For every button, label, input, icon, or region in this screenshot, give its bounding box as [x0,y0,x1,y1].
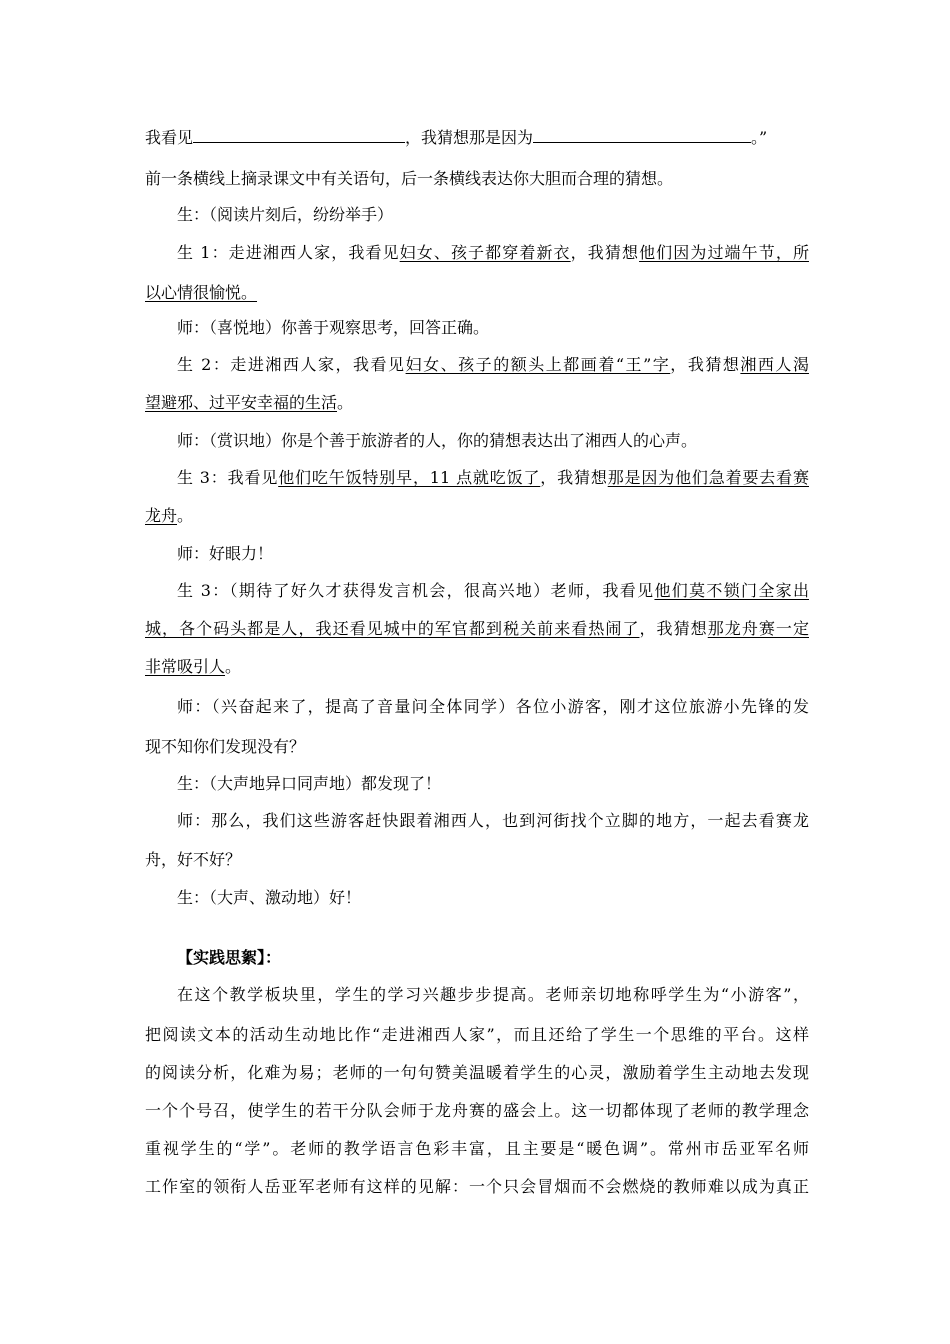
dialogue-continuation [145,505,809,527]
section-heading: 【实践思絮】： [177,948,282,967]
underlined-guess: 他们因为过端午节，所 [639,243,809,262]
underlined-quote: 城，各个码头都是人，我还看见城中的军官都到税关前来看热闹了 [145,619,640,638]
dialogue-line [177,242,809,264]
dialogue-continuation: 舟，好不好？ [145,850,242,869]
text-segment: ，我猜想 [639,619,708,638]
text-segment: ，我猜想那是因为 [405,128,534,147]
paragraph-line: 重视学生的“学”。老师的教学语言色彩丰富，且主要是“暖色调”。常州市岳亚军名师 [145,1139,809,1158]
text-segment: 生 1：走进湘西人家，我看见 [177,243,400,262]
answer-blank-1 [193,126,405,143]
dialogue-line: 生：（大声、激动地）好！ [177,888,362,907]
fill-in-prompt-line [145,126,809,148]
dialogue-line [177,354,809,376]
underlined-guess: 非常吸引人 [145,657,226,676]
paragraph-line: 把阅读文本的活动生动地比作“走进湘西人家”，而且还给了学生一个思维的平台。这样 [145,1025,809,1044]
underlined-guess: 那是因为他们急着要去看赛 [607,468,809,487]
text-segment: 。 [177,506,194,525]
underlined-guess: 那龙舟赛一定 [707,619,809,638]
instruction-line: 前一条横线上摘录课文中有关语句，后一条横线表达你大胆而合理的猜想。 [145,169,674,188]
dialogue-line: 师：（赏识地）你是个善于旅游者的人，你的猜想表达出了湘西人的心声。 [177,431,698,450]
dialogue-continuation [145,618,809,640]
text-segment: ，我猜想 [540,468,608,487]
paragraph-line: 在这个教学板块里，学生的学习兴趣步步提高。老师亲切地称呼学生为“小游客”， [177,985,809,1004]
paragraph-line: 的阅读分析，化难为易；老师的一句句赞美温暖着学生的心灵，激励着学生主动地去发现 [145,1063,809,1082]
dialogue-continuation [145,656,809,678]
text-segment: 。” [751,128,768,147]
underlined-guess: 以心情很愉悦。 [145,283,258,302]
dialogue-line: 师：（兴奋起来了，提高了音量问全体同学）各位小游客，刚才这位旅游小先锋的发 [177,697,809,716]
dialogue-continuation [145,282,809,304]
answer-blank-2 [533,126,751,143]
paragraph-line: 工作室的领衔人岳亚军老师有这样的见解：一个只会冒烟而不会燃烧的教师难以成为真正 [145,1177,809,1196]
text-segment: 我看见 [145,128,194,147]
dialogue-continuation [145,392,809,414]
underlined-guess: 望避邪、过平安幸福的生活 [145,393,338,412]
underlined-guess: 龙舟 [145,506,178,525]
text-segment: 生 3：（期待了好久才获得发言机会，很高兴地）老师，我看见 [177,581,655,600]
dialogue-continuation: 现不知你们发现没有？ [145,737,306,756]
underlined-quote: 妇女、孩子都穿着新衣 [399,243,571,262]
text-segment: ，我猜想 [570,243,640,262]
underlined-quote: 他们莫不锁门全家出 [654,581,809,600]
underlined-guess: 湘西人渴 [740,355,809,374]
text-segment: 生 3：我看见 [177,468,279,487]
paragraph-line: 一个个号召，使学生的若干分队会师于龙舟赛的盛会上。这一切都体现了老师的教学理念 [145,1101,809,1120]
text-segment: ，我猜想 [670,355,741,374]
dialogue-line: 生：（阅读片刻后，纷纷举手） [177,205,394,224]
dialogue-line: 生：（大声地异口同声地）都发现了！ [177,774,442,793]
dialogue-line: 师：那么，我们这些游客赶快跟着湘西人，也到河街找个立脚的地方，一起去看赛龙 [177,811,809,830]
text-segment: 。 [337,393,354,412]
dialogue-line [177,580,809,602]
dialogue-line: 师：好眼力！ [177,544,274,563]
dialogue-line [177,467,809,489]
dialogue-line: 师：（喜悦地）你善于观察思考，回答正确。 [177,318,490,337]
underlined-quote: 妇女、孩子的额头上都画着“王”字 [405,355,671,374]
underlined-quote: 他们吃午饭特别早，11 点就吃饭了 [278,468,541,487]
text-segment: 。 [225,657,242,676]
text-segment: 生 2：走进湘西人家，我看见 [177,355,406,374]
